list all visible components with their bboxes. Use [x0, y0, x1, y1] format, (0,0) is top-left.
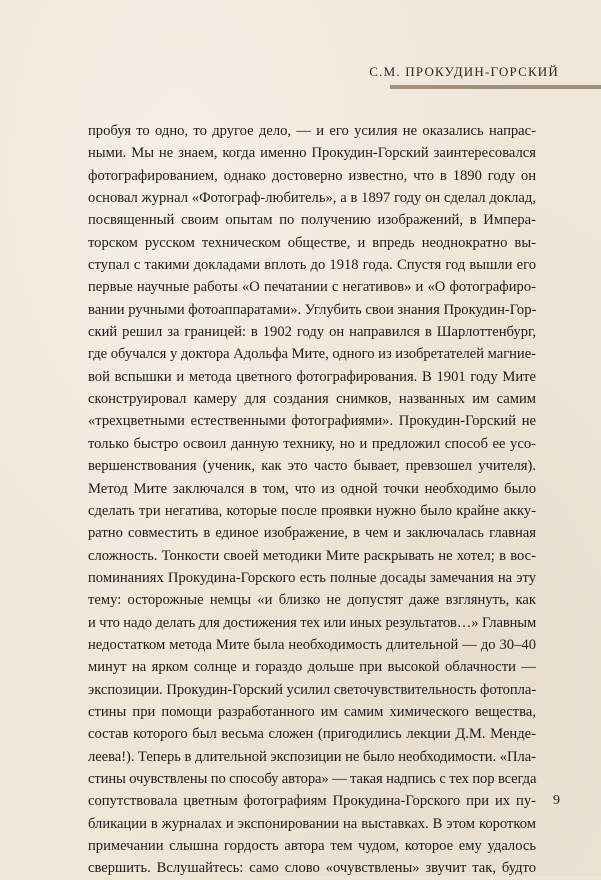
- text-line: минут на ярком солнце и гораздо дольше при высокой облачности —: [88, 659, 536, 676]
- text-line: торском русском техническом обществе, и впредь неоднократно вы-: [88, 234, 536, 251]
- text-line: первые научные работы «О печатании с негативов» и «О фотографиро-: [88, 279, 536, 296]
- text-line: Метод Мите заключался в том, что из одной точки необходимо было: [88, 480, 536, 497]
- text-line: стины очувствлены по способу автора» — такая надпись с тех пор всегда: [88, 770, 537, 787]
- text-line: экспозиции. Прокудин-Горский усилил светочувствительность фотопла-: [88, 681, 537, 698]
- text-line: свершить. Вслушайтесь: само слово «очувствлены» звучит так, будто: [88, 860, 536, 877]
- page-number: 9: [553, 793, 560, 808]
- text-line: леева!). Теперь в длительной экспозиции не было необходимости. «Пла-: [88, 748, 536, 765]
- text-line: где обучался у доктора Адольфа Мите, одного из изобретателей магние-: [88, 346, 536, 363]
- text-line: поминаниях Прокудина-Горского есть полные досады замечания на эту: [88, 569, 536, 586]
- body-text: [88, 120, 536, 880]
- text-line: примечании слышна гордость автора тем чудом, которое ему удалось: [88, 838, 536, 854]
- text-line: и что надо делать для достижения тех или иных результатов…» Главным: [88, 614, 537, 631]
- text-line: ратно совместить в единое изображение, в чем и заключалась главная: [88, 525, 536, 542]
- text-line: ступал с такими докладами вплоть до 1918 года. Спустя год вышли его: [88, 257, 536, 274]
- text-line: сопутствовала цветным фотографиям Прокудина-Горского при их пу-: [88, 793, 536, 810]
- text-line: сложность. Тонкости своей методики Мите раскрывать не хотел; в вос-: [88, 547, 536, 564]
- text-line: посвященный своим опытам по получению изображений, в Импера-: [88, 212, 536, 229]
- text-line: сконструировал камеру для создания снимков, названных им самим: [88, 391, 536, 408]
- text-line: фотографированием, однако достоверно известно, что в 1890 году он: [88, 167, 536, 184]
- text-line: сделать три негатива, которые после проявки нужно было крайне акку-: [88, 502, 536, 519]
- text-line: стины при помощи разработанного им самим химического вещества,: [88, 703, 536, 720]
- text-line: вой вспышки и метода цветного фотографирования. В 1901 году Мите: [88, 368, 536, 385]
- text-line: тему: осторожные немцы «и близко не допустят даже взглянуть, как: [88, 592, 536, 609]
- text-line: состав которого был весьма сложен (пригодились лекции Д.М. Менде-: [88, 726, 536, 743]
- text-line: вании ручными фотоаппаратами». Углубить свои знания Прокудин-Гор-: [88, 301, 537, 318]
- header-rule: [390, 85, 601, 89]
- text-line: бликации в журналах и экспонировании на выставках. В этом коротком: [88, 815, 536, 832]
- text-line: пробуя то одно, то другое дело, — и его усилия не оказались напрас-: [88, 123, 536, 139]
- text-line: недостатком метода Мите была необходимость длительной — до 30–40: [88, 636, 536, 653]
- text-line: «трехцветными естественными фотографиями». Прокудин-Горский не: [88, 413, 536, 430]
- text-line: ными. Мы не знаем, когда именно Прокудин-Горский заинтересовался: [88, 145, 536, 162]
- text-line: основал журнал «Фотограф-любитель», а в 1897 году он сделал доклад,: [88, 190, 536, 207]
- running-header: С.М. ПРОКУДИН-ГОРСКИЙ: [369, 64, 559, 79]
- text-line: только быстро освоил данную технику, но и предложил способ ее усо-: [88, 435, 536, 452]
- text-line: ский решил за границей: в 1902 году он направился в Шарлоттенбург,: [88, 324, 536, 341]
- text-line: вершенствования (ученик, как это часто бывает, превзошел учителя).: [88, 458, 536, 475]
